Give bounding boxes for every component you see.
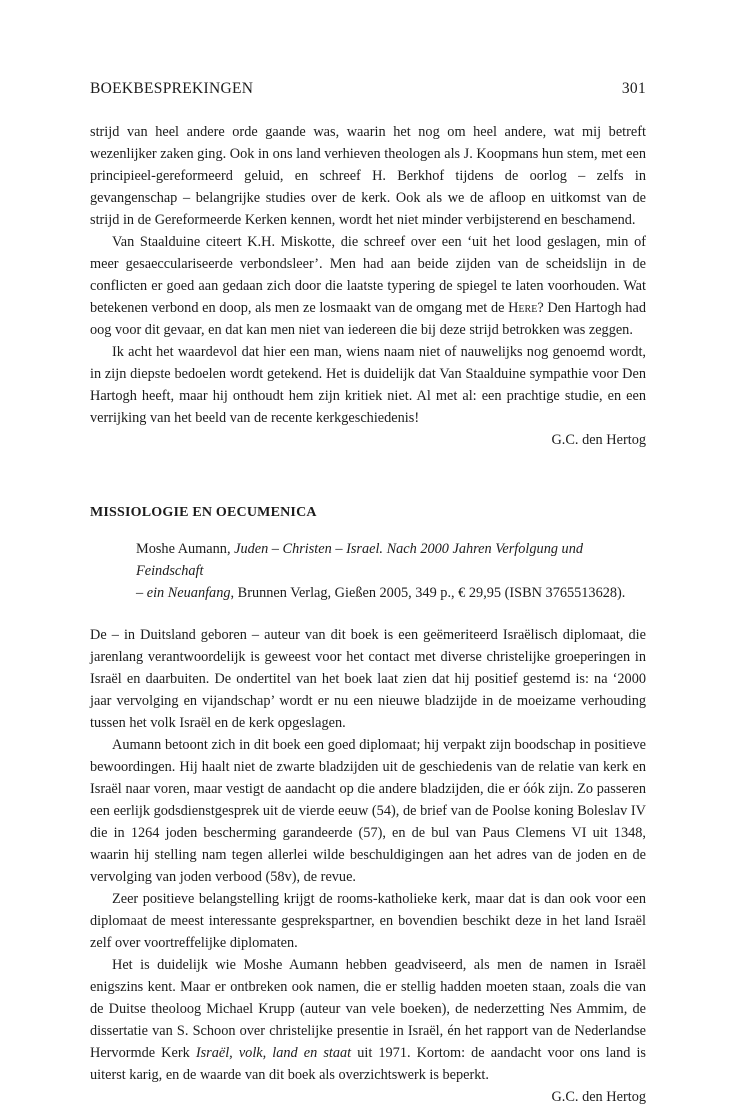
- review2-signature: G.C. den Hertog: [551, 1089, 646, 1105]
- review2-paragraph-3: Zeer positieve belangstelling krijgt de rooms-katholieke kerk, maar dat is dan ook voor een diplomaat de meest interessante gesprekspartner, en bovendien beschikt deze in het land Israël zelf over voortreffelijke diplomaten.: [90, 891, 646, 951]
- page-number: 301: [621, 80, 646, 97]
- spacer: [90, 604, 646, 624]
- section-heading: MISSIOLOGIE EN OECUMENICA: [90, 505, 317, 520]
- book-citation: [136, 538, 646, 604]
- review2-p4-text-a: Het is duidelijk wie Moshe Aumann hebben geadviseerd, als men de namen in Israël enigszins kent. Maar er ontbreken ook namen, die er stellig hadden moeten staan, zoals die van de Duitse theoloog Michael Krupp (auteur van vele boeken), de nederzetting Nes Ammim, de dissertatie van S. Schoon over christelijke presentie in Israël, én het rapport van de Nederlandse Hervormde Kerk: [90, 957, 646, 1061]
- review2-paragraph-2: Aumann betoont zich in dit boek een goed diplomaat; hij verpakt zijn boodschap in positieve bewoordingen. Hij haalt niet de zwarte bladzijden uit de geschiedenis van de relatie van kerk en Israël naar voren, maar vestigt de aandacht op die andere bladzijden, die er óók zijn. Zo passeren een eerlijk godsdienstgesprek uit de vierde eeuw (54), de brief van de Poolse koning Boleslav IV die in 1264 joden bescherming garandeerde (57), en de bul van Paus Clemens VI uit 1348, waarin hij stelling nam tegen allerlei wilde beschuldigingen aan het adres van de joden en de vervolging van joden verbood (58v), de revue.: [90, 737, 646, 885]
- review1-p2-smallcaps: Here: [508, 300, 538, 316]
- citation-title-line-1: Juden – Christen – Israel. Nach 2000 Jahren Verfolgung und Feindschaft: [136, 541, 584, 579]
- running-title: BOEKBESPREKINGEN: [90, 80, 254, 97]
- review1-paragraph-1: strijd van heel andere orde gaande was, waarin het nog om heel andere, wat mij betreft wezenlijker zaken ging. Ook in ons land verhieven theologen als J. Koopmans hun stem, met een principieel-gereformeerd geluid, en schreef H. Berkhof tijdens de oorlog – zelfs in gevangenschap – belangrijke studies over de kerk. Ook als we de afloop en uitkomst van de strijd in de Gereformeerde Kerken kennen, wordt het niet minder verbijsterend en beschamend.: [90, 124, 646, 228]
- review1-signature: G.C. den Hertog: [551, 432, 646, 448]
- review1-paragraph-3: Ik acht het waardevol dat hier een man, wiens naam niet of nauwelijks nog genoemd wordt, in zijn diepste bedoelen wordt getekend. Het is duidelijk dat Van Staalduine sympathie voor Den Hartogh heeft, maar hij onthoudt hem zijn kritiek niet. Al met al: een prachtige studie, en een verrijking van het beeld van de recente kerkgeschiedenis!: [90, 344, 646, 426]
- review2-paragraph-4: [90, 954, 646, 1086]
- review1-p2-text-a: Van Staalduine citeert K.H. Miskotte, die schreef over een ‘uit het lood geslagen, min of meer gesaecculariseerde verbondsleer’. Men had aan beide zijden van de scheidslijn in de conflicten er goed aan gedaan zich door die laatste typering de spiegel te laten voorhouden. Wat betekenen verbond en doop, als men ze losmaakt van de omgang met de: [90, 234, 646, 316]
- review2-p4-italic-title: Israël, volk, land en staat: [195, 1045, 352, 1061]
- citation-publication: , Brunnen Verlag, Gießen 2005, 349 p., € 29,95 (ISBN 3765513628).: [230, 585, 626, 601]
- review1-paragraph-2: [90, 231, 646, 341]
- citation-author: Moshe Aumann,: [136, 541, 235, 557]
- page-body: [90, 121, 646, 1108]
- review2-paragraph-1: De – in Duitsland geboren – auteur van dit boek is een geëmeriteerd Israëlisch diplomaat, die jarenlang verantwoordelijk is geweest voor het contact met diverse christelijke groeperingen in Israël en daarbuiten. De ondertitel van het boek laat zien dat hij positief gestemd is: na ‘2000 jaar vervolging en vijandschap’ wordt er nu een nieuwe bladzijde in de moeizame verhouding tussen het volk Israël en de kerk opgeslagen.: [90, 627, 646, 731]
- citation-title-line-2: – ein Neuanfang: [136, 585, 231, 601]
- review1-p2-text-b: ? Den Hartogh had oog voor dit gevaar, en dat kan men niet van iedereen die bij deze strijd betrokken was zeggen.: [90, 300, 646, 338]
- review2-p4-text-b: uit 1971. Kortom: de aandacht voor ons land is uiterst karig, en de waarde van dit boek als overzichtswerk is beperkt.: [90, 1045, 646, 1083]
- running-head: [90, 78, 646, 100]
